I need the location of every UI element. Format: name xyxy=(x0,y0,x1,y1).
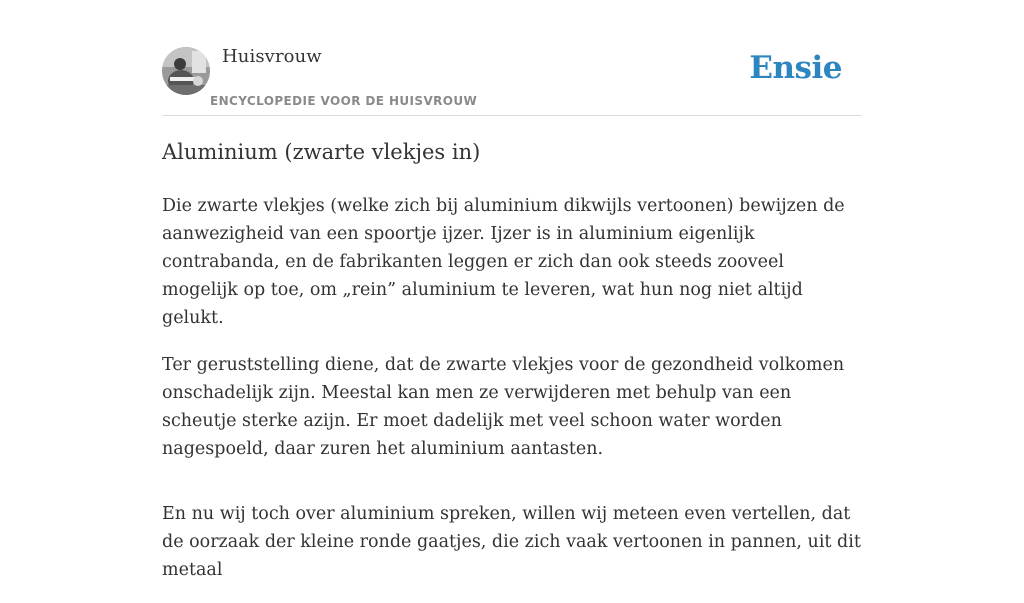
book-avatar[interactable] xyxy=(162,47,210,95)
paragraph: Die zwarte vlekjes (welke zich bij aluminium dikwijls vertoonen) bewijzen de aanwezigheid van een spoortje ijzer. Ijzer is in aluminium eigenlijk contrabanda, en de fabrikanten leggen er zich dan ook steeds zooveel mogelijk op toe, om „rein” aluminium te leveren, wat hun nog niet altijd gelukt. xyxy=(162,196,845,328)
paragraph: En nu wij toch over aluminium spreken, willen wij meteen even vertellen, dat de oorzaak der kleine ronde gaatjes, die zich vaak vertoonen in pannen, uit dit metaal xyxy=(162,504,861,580)
entry-title: Aluminium (zwarte vlekjes in) xyxy=(162,140,481,164)
book-subtitle: ENCYCLOPEDIE VOOR DE HUISVROUW xyxy=(210,94,478,108)
page xyxy=(162,0,862,580)
book-cover-image xyxy=(162,47,210,95)
entry-content xyxy=(162,192,862,603)
brand-logo-link[interactable]: Ensie xyxy=(749,50,842,86)
header xyxy=(162,0,862,116)
paragraph: Ter geruststelling diene, dat de zwarte vlekjes voor de gezondheid volkomen onschadelijk zijn. Meestal kan men ze verwijderen met behulp van een scheutje sterke azijn. Er moet dadelijk met veel schoon water worden nagespoeld, daar zuren het aluminium aantasten. xyxy=(162,355,845,459)
book-title[interactable]: Huisvrouw xyxy=(222,46,322,67)
